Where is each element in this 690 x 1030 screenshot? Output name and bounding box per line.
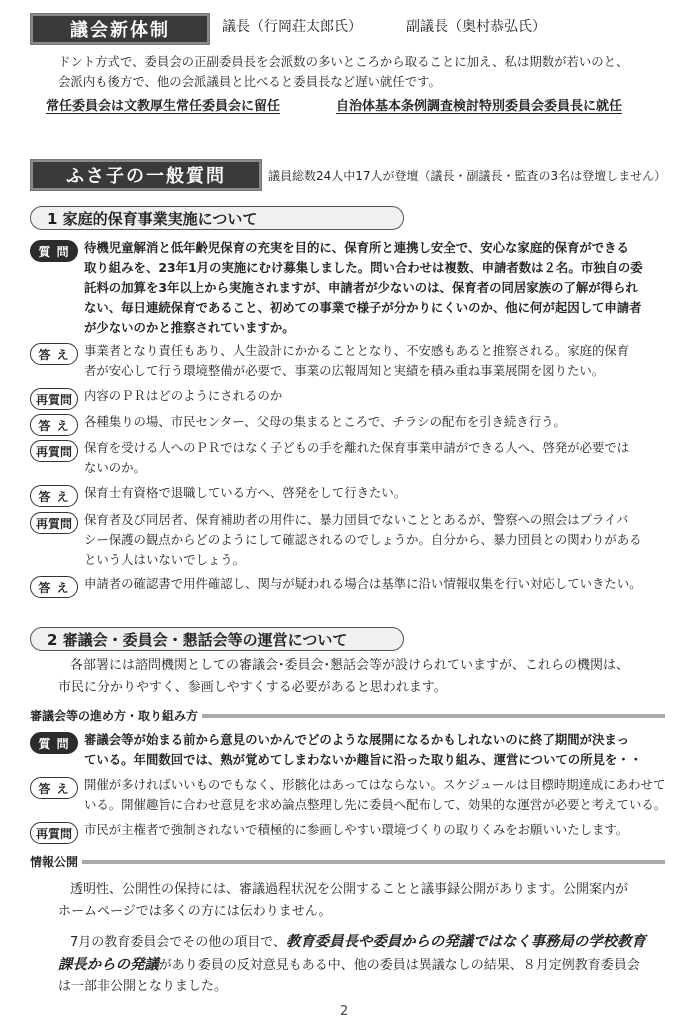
page-number: 2 bbox=[340, 1004, 349, 1019]
qa-text-line: 取り組みを、23年1月の実施にむけ募集しました。問い合わせは複数、申請者数は２名。市独自の委 bbox=[84, 260, 643, 275]
requestion-label: 再質問 bbox=[30, 440, 78, 462]
subsection-divider bbox=[30, 860, 665, 864]
requestion-label: 再質問 bbox=[30, 822, 78, 844]
question-label: 質 問 bbox=[30, 240, 78, 262]
qa-text-line: 保育士有資格で退職している方へ、啓発をして行きたい。 bbox=[84, 485, 407, 500]
subsection-title-approach: 審議会等の進め方・取り組み方 bbox=[30, 707, 202, 724]
committee-assignment: 常任委員会は文教厚生常任委員会に留任 bbox=[46, 99, 281, 114]
qa-text-line: ないのか。 bbox=[84, 460, 146, 475]
section-header-general-question bbox=[30, 159, 262, 191]
plain-text: があり委員の反対意見もある中、他の委員は異議なしの結果、８月定例教育委員会 bbox=[158, 958, 640, 973]
qa-text-line: 各種集りの場、市民センター、父母の集まるところで、チラシの配布を引き続き行う。 bbox=[84, 414, 566, 429]
section-header-text: 議会新体制 bbox=[70, 20, 170, 41]
body-line-1: ドント方式で、委員会の正副委員長を会派数の多いところから取ることに加え、私は期数が若いのと、 bbox=[58, 54, 629, 69]
qa-text-line: ない、毎日連続保育であること、初めての事業で様子が分かりにくいのか、他に何が起因して申請者 bbox=[84, 300, 642, 315]
question-label: 質 問 bbox=[30, 732, 78, 754]
topic2-intro-line: 各部署には諮問機関としての審議会･委員会･懇話会等が設けられていますが、これらの機関は、 bbox=[70, 658, 630, 673]
qa-text-line: という人はいないでしょう。 bbox=[84, 552, 246, 567]
disclosure-paragraph-line bbox=[58, 955, 640, 976]
qa-text-line: 市民が主権者で強制されないで積極的に参画しやすい環境づくりの取りくみをお願いいたします。 bbox=[84, 822, 629, 837]
vice-chair-name: 副議長（奥村恭弘氏） bbox=[406, 19, 546, 35]
requestion-label: 再質問 bbox=[30, 388, 78, 410]
section-new-council bbox=[0, 0, 690, 125]
disclosure-paragraph-line: 透明性、公開性の保持には、審議過程状況を公開することと議事録公開があります。公開案内が bbox=[70, 882, 628, 897]
answer-label: 答 え bbox=[30, 485, 78, 507]
qa-text-line: ている。年間数回では、熟が覚めてしまわないか趣旨に沿った取り組み、運営についての所見を・・ bbox=[84, 752, 643, 767]
emphasis-text: 教育委員長や委員からの発議ではなく事務局の学校教育 bbox=[286, 934, 646, 950]
topic-title-home-daycare: 1 家庭的保育事業実施について bbox=[30, 206, 404, 230]
qa-text-line: シー保護の観点からどのようにして確認されるのでしょうか。自分から、暴力団員との関わりがある bbox=[84, 532, 642, 547]
answer-label: 答 え bbox=[30, 343, 78, 365]
qa-text-line: 託料の加算を3年以上から実施されますが、申請者が少ないのは、保育者の同居家族の了解が得られ bbox=[84, 280, 638, 295]
qa-text-line: 保育者及び同居者、保育補助者の用件に、暴力団員でないこととあるが、警察への照会はプライバ bbox=[84, 512, 629, 527]
speaker-count-note: 議員総数24人中17人が登壇（議長・副議長・監査の3名は登壇しません） bbox=[268, 169, 667, 183]
qa-text-line: 保育を受ける人へのＰＲではなく子どもの手を離れた保育事業申請ができる人へ、啓発が必要では bbox=[84, 440, 630, 455]
qa-text-line: 者が安心して行う環境整備が必要で、事業の広報周知と実績を積み重ね事業展開を図りたい。 bbox=[84, 363, 605, 378]
qa-text-line: 申請者の確認書で用件確認し、関与が疑われる場合は基準に沿い情報収集を行い対応していきたい。 bbox=[84, 576, 642, 591]
answer-label: 答 え bbox=[30, 777, 78, 799]
section-header-new-council bbox=[30, 13, 210, 45]
answer-label: 答 え bbox=[30, 576, 78, 598]
qa-text-line: が少ないのかと推察されていますか。 bbox=[84, 320, 295, 335]
qa-text-line: いる。開催趣旨に合わせ意見を求め論点整理し先に委員へ配布して、効果的な運営が必要と考えている。 bbox=[84, 797, 667, 812]
body-line-2: 会派内も後方で、他の会派議員と比べると委員長など遅い就任です。 bbox=[58, 74, 441, 89]
disclosure-paragraph-line: ホームページでは多くの方には伝わりません。 bbox=[58, 904, 332, 919]
plain-text: 7月の教育委員会でその他の項目で、 bbox=[70, 935, 287, 950]
requestion-label: 再質問 bbox=[30, 512, 78, 534]
chair-name: 議長（行岡荘太郎氏） bbox=[222, 19, 362, 35]
disclosure-paragraph-line bbox=[70, 932, 646, 953]
disclosure-paragraph-line: は一部非公開となりました。 bbox=[58, 979, 228, 994]
qa-text-line: 事業者となり責任もあり、人生設計にかかることとなり、不安感もあると推察される。家庭的保育 bbox=[84, 343, 630, 358]
subsection-title-disclosure: 情報公開 bbox=[30, 853, 82, 870]
topic-title-council-operation: 2 審議会・委員会・懇話会等の運営について bbox=[30, 627, 404, 651]
emphasis-text: 課長からの発議 bbox=[58, 957, 159, 973]
committee-chair-assignment: 自治体基本条例調査検討特別委員会委員長に就任 bbox=[336, 99, 623, 114]
qa-text-line: 開催が多ければいいものでもなく、形骸化はあってはならない。スケジュールは目標時期達成にあわせて bbox=[84, 777, 666, 792]
topic2-intro-line: 市民に分かりやすく、参画しやすくする必要があると思われます。 bbox=[58, 680, 447, 695]
qa-text-line: 待機児童解消と低年齢児保育の充実を目的に、保育所と連携し安全で、安心な家庭的保育ができる bbox=[84, 240, 629, 255]
section-header-text: ふさ子の一般質問 bbox=[66, 166, 226, 187]
qa-text-line: 審議会等が始まる前から意見のいかんでどのような展開になるかもしれないのに終了期間が決まっ bbox=[84, 732, 630, 747]
answer-label: 答 え bbox=[30, 414, 78, 436]
qa-text-line: 内容のＰＲはどのようにされるのか bbox=[84, 388, 283, 403]
